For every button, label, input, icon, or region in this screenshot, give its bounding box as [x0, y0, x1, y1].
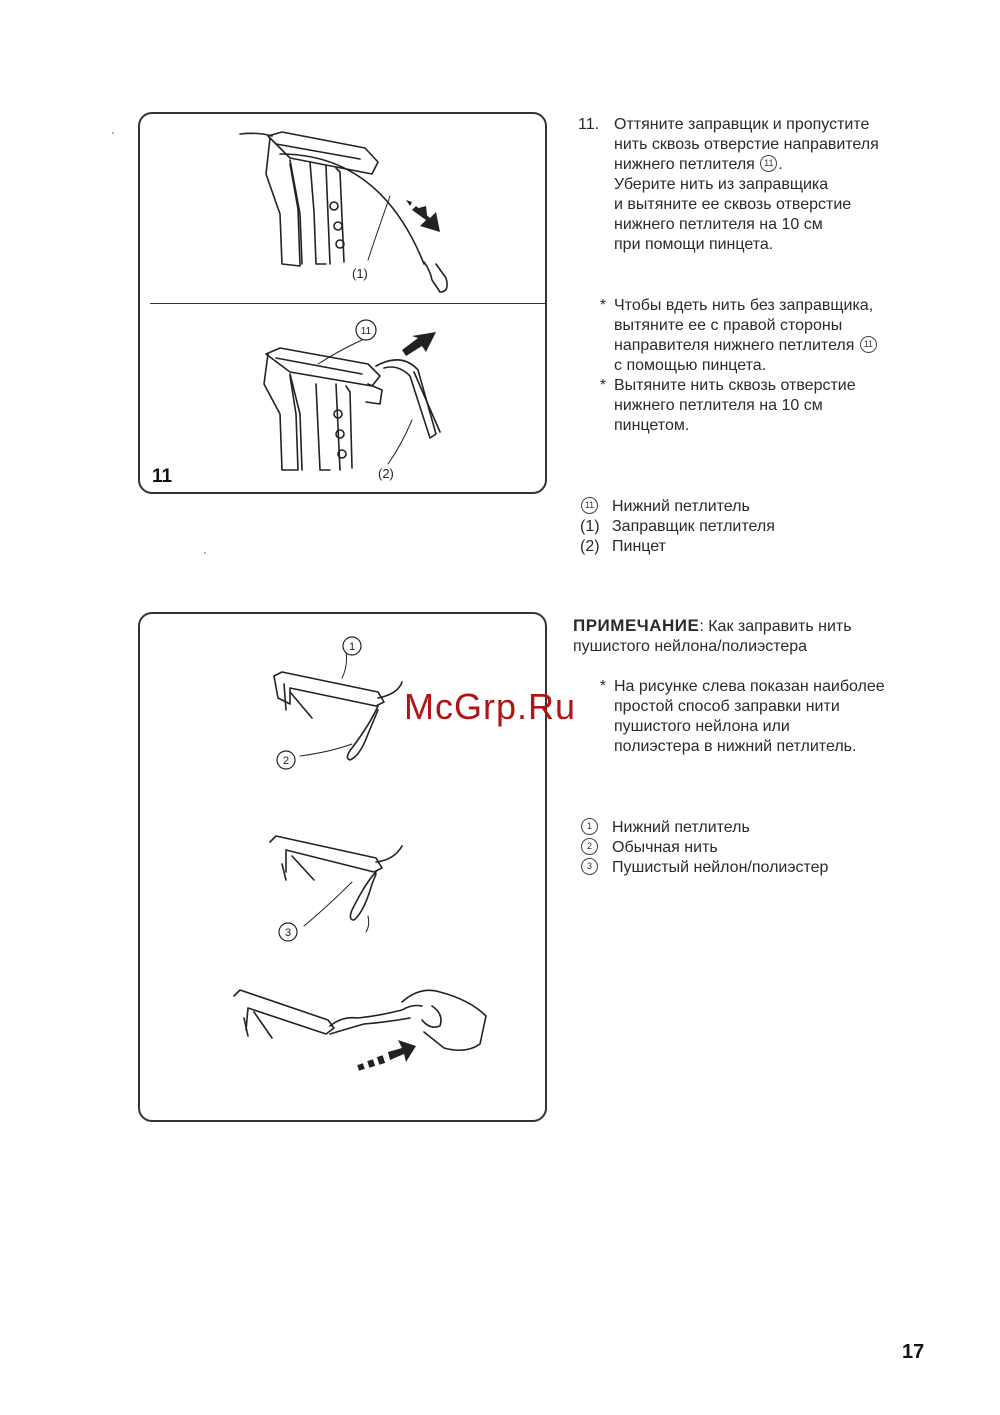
callout-threader: (1) — [352, 266, 368, 281]
legend-top: 11 Нижний петлитель (1) Заправщик петлителя (2) Пинцет — [580, 498, 775, 555]
legend-label: Заправщик петлителя — [612, 518, 775, 535]
note-subtitle: пушистого нейлона/полиэстера — [573, 638, 808, 655]
scan-dot — [112, 132, 114, 134]
step-line: и вытяните ее сквозь отверстие — [614, 196, 852, 213]
note-line: простой способ заправки нити — [614, 698, 840, 715]
callout-looper: 11 — [360, 326, 372, 337]
step-line: нижнего петлителя — [614, 156, 755, 173]
legend-label: Пинцет — [612, 538, 666, 555]
note-line: вытяните ее с правой стороны — [614, 317, 843, 334]
page-number: 17 — [902, 1341, 925, 1363]
step-line: нить сквозь отверстие направителя — [614, 136, 879, 153]
legend-label: Обычная нить — [612, 839, 718, 856]
note-body: * На рисунке слева показан наиболее простой способ заправки нити пушистого нейлона или полиэстера в нижний петлитель. — [599, 678, 885, 755]
callout-nylon: 3 — [284, 927, 292, 939]
ref-circle: 11 — [760, 155, 777, 172]
step-line: Уберите нить из заправщика — [614, 176, 829, 193]
callout-looper-bottom: 1 — [348, 641, 356, 653]
legend-label: Нижний петлитель — [612, 498, 750, 515]
legend-label: Пушистый нейлон/полиэстер — [612, 859, 829, 876]
step-line: нижнего петлителя на 10 см — [614, 216, 823, 233]
step-number: 11. — [578, 116, 600, 133]
note-line: На рисунке слева показан наиболее — [614, 678, 885, 695]
step-line: Оттяните заправщик и пропустите — [614, 116, 870, 133]
callout-tweezers: (2) — [378, 466, 394, 481]
note-line: нижнего петлителя на 10 см — [614, 397, 823, 414]
figure-number: 11 — [152, 466, 173, 487]
callout-regular-thread: 2 — [282, 755, 290, 767]
watermark: McGrp.Ru — [404, 686, 577, 727]
step-11: 11. Оттяните заправщик и пропустите нить сквозь отверстие направителя нижнего петлителя 11 . Уберите нить из заправщика и вытяните ее сквозь отверстие нижнего петлителя на 10 см при помощи пинцета. — [578, 116, 879, 253]
scan-dot — [204, 552, 206, 554]
star-notes: * Чтобы вдеть нить без заправщика, вытяните ее с правой стороны направителя нижнего петлителя 11 с помощью пинцета. * Вытяните нить сквозь отверстие нижнего петлителя на 10 см пинцетом. — [578, 296, 878, 436]
note-line: Чтобы вдеть нить без заправщика, — [614, 297, 874, 314]
step-line: при помощи пинцета. — [614, 236, 774, 253]
note-line: с помощью пинцета. — [614, 357, 767, 374]
ref-circle: 11 — [860, 336, 877, 353]
figure-11-panel — [138, 112, 547, 494]
note-line: пушистого нейлона или — [614, 718, 790, 735]
note-line: пинцетом. — [614, 417, 690, 434]
note-section: ПРИМЕЧАНИЕ: Как заправить нить пушистого нейлона/полиэстера — [573, 616, 852, 655]
legend-bottom: 1 Нижний петлитель 2 Обычная нить 3 Пушистый нейлон/полиэстер — [580, 818, 828, 878]
note-line: Вытяните нить сквозь отверстие — [614, 377, 856, 394]
looper-threading-illustration — [140, 114, 549, 496]
note-title: ПРИМЕЧАНИЕ — [573, 616, 700, 635]
legend-label: Нижний петлитель — [612, 819, 750, 836]
figure-divider — [150, 303, 545, 304]
note-line: направителя нижнего петлителя — [614, 337, 855, 354]
note-line: полиэстера в нижний петлитель. — [614, 738, 857, 755]
